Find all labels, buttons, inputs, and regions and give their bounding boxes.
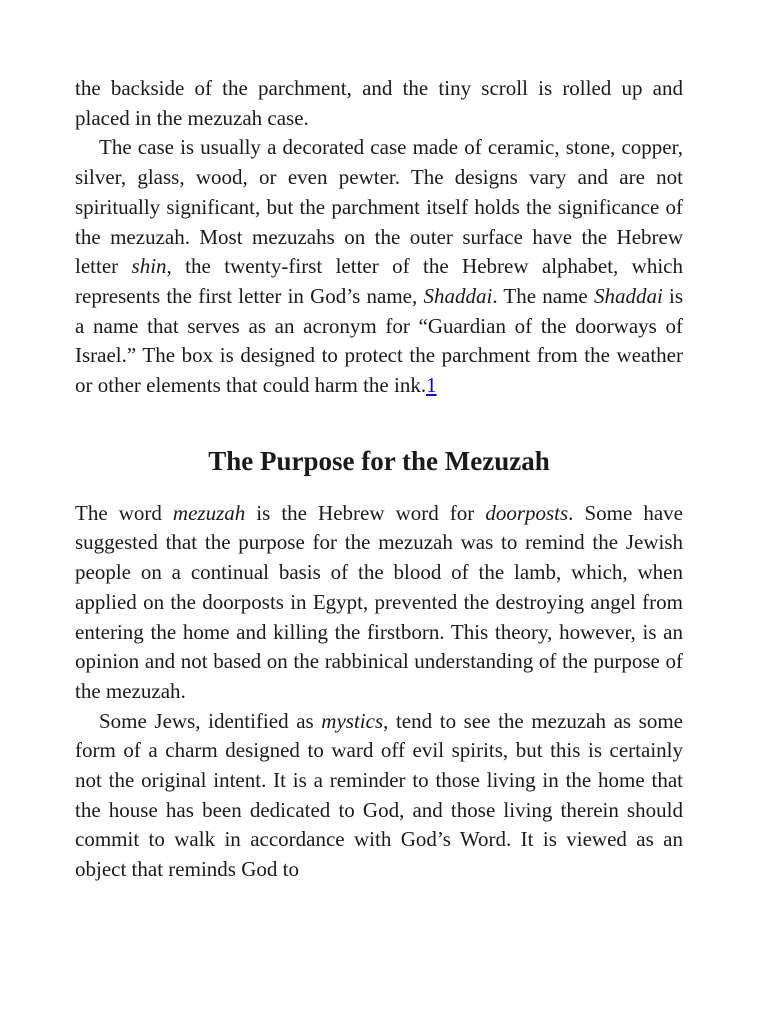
paragraph-text: . The name <box>492 283 594 308</box>
section-heading: The Purpose for the Mezuzah <box>208 445 550 476</box>
paragraph-text: . Some have suggested that the purpose for the mezuzah was to remind the Jewish people on a continual basis of the blood of the lamb, which, when applied on the doorposts in Egypt, prevented the destroying angel from entering the home and killing the firstborn. This theory, however, is an opinion and not based on the rabbinical understanding of the purpose of the mezuzah. <box>75 500 683 703</box>
italic-term-shaddai: Shaddai <box>423 283 493 308</box>
paragraph-text: Some Jews, identified as <box>99 708 322 733</box>
body-paragraph-3 <box>75 499 683 707</box>
paragraph-text: is a name that serves as an acronym for “Guardian of the doorways of Israel.” The box is designed to protect the parchment from the weather or other elements that could harm the ink. <box>75 283 684 398</box>
footnote-link[interactable]: 1 <box>426 373 437 398</box>
italic-term-shin: shin <box>131 254 167 279</box>
body-paragraph-1 <box>75 74 683 133</box>
paragraph-text: , the twenty-first letter of the Hebrew alphabet, which represents the first letter in God’s name, <box>75 254 683 308</box>
paragraph-text: is the Hebrew word for <box>245 500 486 525</box>
body-paragraph-4 <box>75 707 683 885</box>
paragraph-text: The word <box>75 500 173 525</box>
document-page <box>75 74 683 885</box>
body-paragraph-2 <box>75 133 683 400</box>
paragraph-text: The case is usually a decorated case made of ceramic, stone, copper, silver, glass, wood, or even pewter. The designs vary and are not spiritually significant, but the parchment itself holds the significance of the mezuzah. Most mezuzahs on the outer surface have the Hebrew letter <box>75 135 683 279</box>
italic-term-doorposts: doorposts <box>485 500 569 525</box>
italic-term-shaddai: Shaddai <box>593 283 663 308</box>
italic-term-mystics: mystics <box>321 708 384 733</box>
italic-term-mezuzah: mezuzah <box>172 500 246 525</box>
paragraph-text: the backside of the parchment, and the tiny scroll is rolled up and placed in the mezuzah case. <box>75 76 683 130</box>
paragraph-text: , tend to see the mezuzah as some form of a charm designed to ward off evil spirits, but this is certainly not the original intent. It is a reminder to those living in the home that the house has been dedicated to God, and those living therein should commit to walk in accordance with God’s Word. It is viewed as an object that reminds God to <box>75 708 683 882</box>
